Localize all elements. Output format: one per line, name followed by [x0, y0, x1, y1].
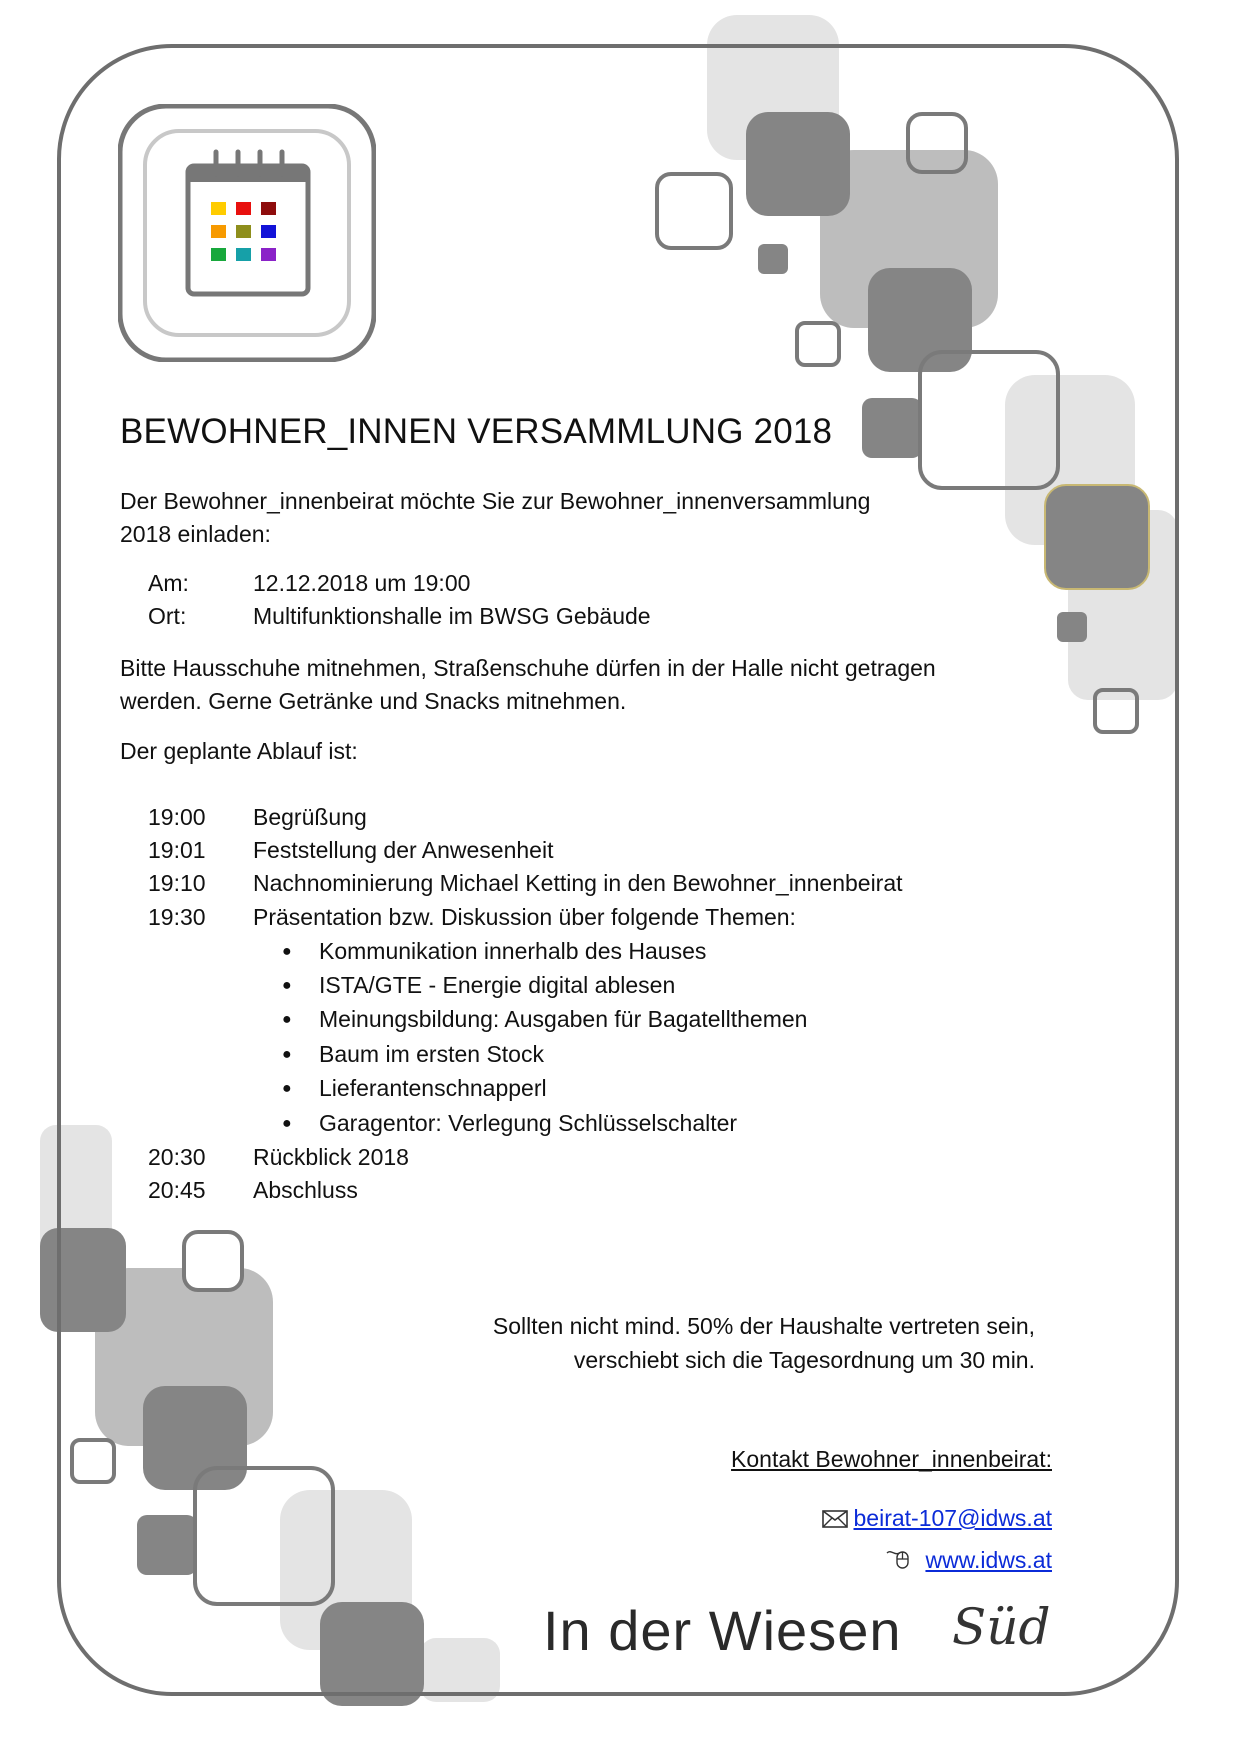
- notice-line: werden. Gerne Getränke und Snacks mitnehmen.: [120, 688, 627, 714]
- intro-text: [120, 485, 1040, 551]
- website-row: [885, 1547, 1052, 1576]
- calendar-cell: [211, 248, 226, 261]
- quorum-line: Sollten nicht mind. 50% der Haushalte vertreten sein,: [492, 1313, 1035, 1339]
- contact-heading: Kontakt Bewohner_innenbeirat:: [731, 1446, 1052, 1472]
- website-link[interactable]: www.idws.at: [925, 1547, 1052, 1573]
- topic-item: Baum im ersten Stock: [319, 1041, 544, 1067]
- calendar-cell: [236, 248, 251, 261]
- agenda-time: 19:00: [148, 804, 206, 830]
- calendar-logo: [118, 104, 376, 362]
- envelope-icon: [822, 1507, 848, 1534]
- email-link[interactable]: beirat-107@idws.at: [853, 1505, 1052, 1531]
- calendar-cell: [261, 248, 276, 261]
- calendar-cell: [236, 225, 251, 238]
- topic-item: Kommunikation innerhalb des Hauses: [319, 938, 707, 964]
- calendar-cell: [211, 225, 226, 238]
- topic-item: Lieferantenschnapperl: [319, 1075, 547, 1101]
- brand-signature: Süd: [952, 1598, 1051, 1656]
- brand-logo-text: In der Wiesen: [543, 1599, 902, 1662]
- bullet: ●: [282, 977, 292, 994]
- topic-item: ISTA/GTE - Energie digital ablesen: [319, 972, 676, 998]
- detail-label-place: Ort:: [148, 603, 187, 629]
- agenda-item: Begrüßung: [253, 804, 367, 830]
- detail-value-place: Multifunktionshalle im BWSG Gebäude: [253, 603, 651, 629]
- notice-line: Bitte Hausschuhe mitnehmen, Straßenschuhe dürfen in der Halle nicht getragen: [120, 655, 936, 681]
- bullet: ●: [282, 1011, 292, 1028]
- agenda-time: 20:45: [148, 1177, 206, 1203]
- agenda-item: Nachnominierung Michael Ketting in den Bewohner_innenbeirat: [253, 870, 903, 896]
- topic-item: Meinungsbildung: Ausgaben für Bagatellthemen: [319, 1006, 808, 1032]
- agenda-time: 19:10: [148, 870, 206, 896]
- calendar-cell: [236, 202, 251, 215]
- detail-label-date: Am:: [148, 570, 189, 596]
- intro-line: 2018 einladen:: [120, 521, 271, 547]
- calendar-cell: [211, 202, 226, 215]
- agenda-time: 19:01: [148, 837, 206, 863]
- calendar-cell: [261, 202, 276, 215]
- bullet: ●: [282, 1046, 292, 1063]
- agenda-item: Rückblick 2018: [253, 1144, 409, 1170]
- agenda-item: Abschluss: [253, 1177, 358, 1203]
- agenda-time: 19:30: [148, 904, 206, 930]
- quorum-note: [493, 1309, 1035, 1377]
- agenda-item: Präsentation bzw. Diskussion über folgende Themen:: [253, 904, 796, 930]
- detail-value-date: 12.12.2018 um 19:00: [253, 570, 471, 596]
- bullet: ●: [282, 1115, 292, 1132]
- mouse-icon: [885, 1548, 911, 1576]
- document-title: BEWOHNER_INNEN VERSAMMLUNG 2018: [120, 412, 833, 451]
- agenda-item: Feststellung der Anwesenheit: [253, 837, 554, 863]
- quorum-line: verschiebt sich die Tagesordnung um 30 min.: [573, 1347, 1035, 1373]
- topic-item: Garagentor: Verlegung Schlüsselschalter: [319, 1110, 738, 1136]
- bullet: ●: [282, 1080, 292, 1097]
- email-row: [822, 1505, 1053, 1534]
- calendar-icon: [118, 104, 376, 362]
- agenda-intro: Der geplante Ablauf ist:: [120, 738, 358, 764]
- agenda-time: 20:30: [148, 1144, 206, 1170]
- intro-line: Der Bewohner_innenbeirat möchte Sie zur Bewohner_innenversammlung: [120, 488, 871, 514]
- notice-text: [120, 652, 1040, 718]
- bullet: ●: [282, 943, 292, 960]
- calendar-cell: [261, 225, 276, 238]
